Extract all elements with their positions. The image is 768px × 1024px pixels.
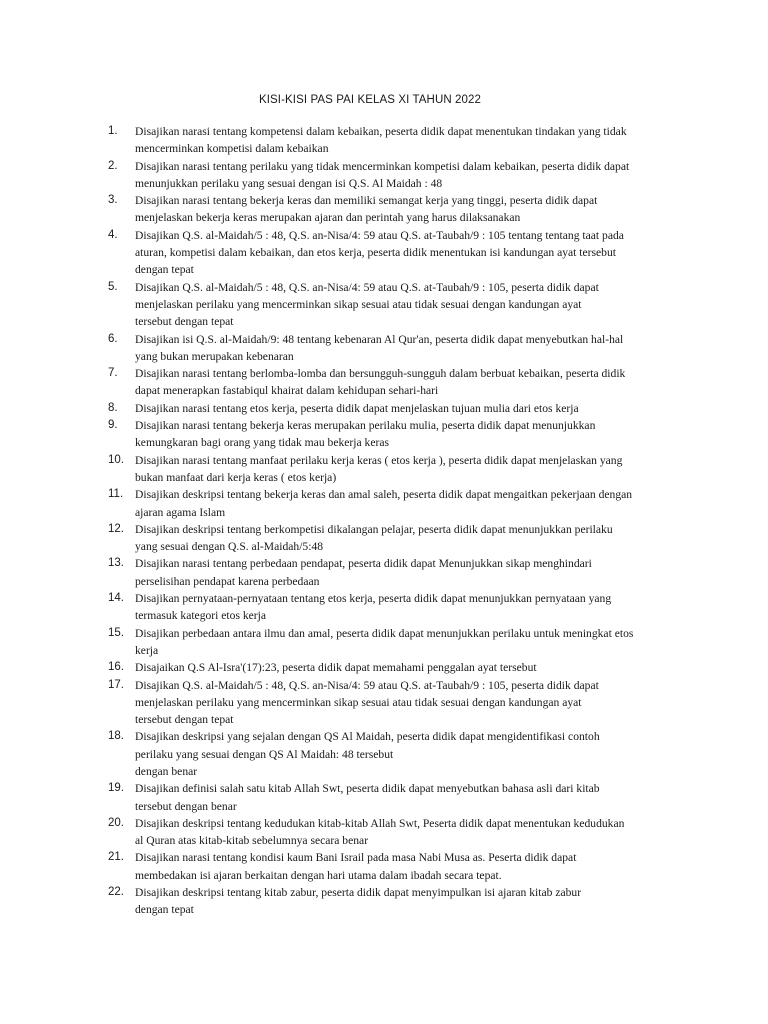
list-item — [108, 884, 678, 919]
list-item-text-line: Disajikan narasi tentang etos kerja, peserta didik dapat menjelaskan tujuan mulia dari etos kerja — [135, 401, 579, 415]
list-item-text-line: Disajikan deskripsi tentang bekerja keras dan amal saleh, peserta didik dapat mengaitkan pekerjaan dengan — [135, 488, 633, 502]
list-item — [108, 279, 678, 331]
list-item-text-line: yang bukan merupakan kebenaran — [135, 349, 294, 363]
list-item-number: 4. — [108, 228, 118, 241]
list-item-text-line: Disajikan pernyataan-pernyataan tentang etos kerja, peserta didik dapat menunjukkan pernyataan yang — [135, 592, 612, 606]
numbered-list — [108, 123, 678, 919]
list-item — [108, 677, 678, 729]
list-item-text-line: Disajikan isi Q.S. al-Maidah/9: 48 tentang kebenaran Al Qur'an, peserta didik dapat menyebutkan hal-hal — [135, 332, 624, 346]
list-item-number: 12. — [108, 522, 124, 535]
list-item-text-line: membedakan isi ajaran berkaitan dengan hari utama dalam ibadah secara tepat. — [135, 868, 502, 882]
list-item-text-line: dengan benar — [135, 764, 198, 778]
list-item — [108, 555, 678, 590]
list-item-number: 21. — [108, 851, 124, 864]
list-item-number: 5. — [108, 280, 118, 293]
list-item-text-line: tersebut dengan benar — [135, 799, 237, 813]
list-item-number: 6. — [108, 332, 118, 345]
list-item-text-line: dapat menerapkan fastabiqul khairat dalam kehidupan sehari-hari — [135, 384, 439, 398]
list-item — [108, 192, 678, 227]
list-item-text-line: menunjukkan perilaku yang sesuai dengan isi Q.S. Al Maidah : 48 — [135, 176, 443, 190]
list-item-text-line: Disajikan narasi tentang manfaat perilaku kerja keras ( etos kerja ), peserta didik dapat menjelaskan yang — [135, 453, 623, 467]
list-item-text-line: menjelaskan bekerja keras merupakan ajaran dan perintah yang harus dilaksanakan — [135, 211, 521, 225]
list-item-text-line: tersebut dengan tepat — [135, 315, 234, 329]
list-item-text-line: bukan manfaat dari kerja keras ( etos kerja) — [135, 470, 337, 484]
list-item-number: 11. — [108, 488, 124, 501]
list-item-text-line: kerja — [135, 643, 159, 657]
list-item-text-line: mencerminkan kompetisi dalam kebaikan — [135, 142, 329, 156]
list-item — [108, 659, 678, 676]
list-item-text-line: Disajikan deskripsi tentang kitab zabur, peserta didik dapat menyimpulkan isi ajaran kitab zabur — [135, 886, 582, 900]
list-item-number: 14. — [108, 592, 124, 605]
list-item — [108, 452, 678, 487]
list-item-text-line: Disajikan Q.S. al-Maidah/5 : 48, Q.S. an-Nisa/4: 59 atau Q.S. at-Taubah/9 : 105, peserta didik dapat — [135, 280, 599, 294]
list-item-number: 9. — [108, 419, 118, 432]
list-item-text-line: Disajaikan Q.S Al-Isra'(17):23, peserta didik dapat memahami penggalan ayat tersebut — [135, 661, 537, 675]
list-item-number: 1. — [108, 125, 118, 137]
list-item-text-line: perselisihan pendapat karena perbedaan — [135, 574, 320, 588]
list-item-text-line: Disajikan narasi tentang perbedaan pendapat, peserta didik dapat Menunjukkan sikap menghindari — [135, 557, 592, 571]
list-item-number: 10. — [108, 453, 124, 466]
list-item-text-line: Disajikan narasi tentang bekerja keras merupakan perilaku mulia, peserta didik dapat menunjukkan — [135, 419, 596, 433]
list-item-text-line: Disajikan deskripsi tentang berkompetisi dikalangan pelajar, peserta didik dapat menunjukkan perilaku — [135, 522, 613, 536]
list-item-text-line: Disajikan narasi tentang berlomba-lomba dan bersungguh-sungguh dalam berbuat kebaikan, peserta didik — [135, 367, 626, 381]
list-item-number: 16. — [108, 661, 124, 674]
list-item — [108, 486, 678, 521]
list-item-text-line: Disajikan perbedaan antara ilmu dan amal, peserta didik dapat menunjukkan perilaku untuk meningkat etos — [135, 626, 634, 640]
list-item-number: 3. — [108, 194, 118, 207]
list-item-text-line: menjelaskan perilaku yang mencerminkan sikap sesuai atau tidak sesuai dengan kandungan ayat — [135, 695, 582, 709]
list-item-number: 7. — [108, 367, 118, 380]
list-item — [108, 227, 678, 279]
list-item — [108, 728, 678, 780]
list-item-number: 19. — [108, 782, 124, 795]
list-item-text-line: ajaran agama Islam — [135, 505, 226, 519]
list-item-text-line: dengan tepat — [135, 903, 194, 917]
list-item-text-line: termasuk kategori etos kerja — [135, 609, 267, 623]
list-item — [108, 331, 678, 366]
list-item — [108, 849, 678, 884]
list-item-text-line: aturan, kompetisi dalam kebaikan, dan etos kerja, peserta didik menentukan isi kandungan ayat tersebut — [135, 246, 616, 260]
list-item — [108, 158, 678, 193]
list-item-number: 18. — [108, 730, 124, 743]
list-item — [108, 417, 678, 452]
list-item-text-line: Disajikan narasi tentang kompetensi dalam kebaikan, peserta didik dapat menentukan tindakan yang tidak — [135, 125, 627, 138]
document-title: KISI-KISI PAS PAI KELAS XI TAHUN 2022 — [258, 94, 482, 106]
list-item-text-line: al Quran atas kitab-kitab sebelumnya secara benar — [135, 834, 369, 848]
list-item-text-line: dengan tepat — [135, 263, 194, 277]
list-item — [108, 625, 678, 660]
list-item — [108, 815, 678, 850]
list-item-text-line: yang sesuai dengan Q.S. al-Maidah/5:48 — [135, 540, 324, 554]
list-item — [108, 365, 678, 400]
list-item-number: 22. — [108, 886, 124, 899]
list-item-text-line: perilaku yang sesuai dengan QS Al Maidah: 48 tersebut — [135, 747, 394, 761]
list-item-number: 20. — [108, 816, 124, 829]
list-item-text-line: Disajikan deskripsi tentang kedudukan kitab-kitab Allah Swt, Peserta didik dapat menentukan kedudukan — [135, 816, 625, 830]
list-item-text-line: Disajikan narasi tentang kondisi kaum Bani Israil pada masa Nabi Musa as. Peserta didik dapat — [135, 851, 577, 865]
list-item — [108, 400, 678, 417]
list-item-text-line: Disajikan Q.S. al-Maidah/5 : 48, Q.S. an-Nisa/4: 59 atau Q.S. at-Taubah/9 : 105, peserta didik dapat — [135, 678, 599, 692]
list-item-text-line: Disajikan narasi tentang perilaku yang tidak mencerminkan kompetisi dalam kebaikan, peserta didik dapat — [135, 159, 630, 173]
list-item — [108, 780, 678, 815]
list-item-number: 2. — [108, 159, 118, 172]
list-item-text-line: Disajikan definisi salah satu kitab Allah Swt, peserta didik dapat menyebutkan bahasa asli dari kitab — [135, 782, 600, 796]
list-item-number: 15. — [108, 626, 124, 639]
list-item-text-line: Disajikan Q.S. al-Maidah/5 : 48, Q.S. an-Nisa/4: 59 atau Q.S. at-Taubah/9 : 105 tentang tentang taat pada — [135, 228, 624, 242]
list-item — [108, 123, 678, 158]
list-item-number: 13. — [108, 557, 124, 570]
list-item-text-line: Disajikan narasi tentang bekerja keras dan memiliki semangat kerja yang tinggi, peserta didik dapat — [135, 194, 598, 208]
list-item — [108, 521, 678, 556]
list-item-text-line: menjelaskan perilaku yang mencerminkan sikap sesuai atau tidak sesuai dengan kandungan ayat — [135, 297, 582, 311]
list-item-number: 8. — [108, 401, 118, 414]
list-item-number: 17. — [108, 678, 124, 691]
list-item-text-line: tersebut dengan tepat — [135, 713, 234, 727]
list-item — [108, 590, 678, 625]
list-item-text-line: kemungkaran bagi orang yang tidak mau bekerja keras — [135, 436, 389, 450]
list-item-text-line: Disajikan deskripsi yang sejalan dengan QS Al Maidah, peserta didik dapat mengidentifikasi contoh — [135, 730, 600, 744]
